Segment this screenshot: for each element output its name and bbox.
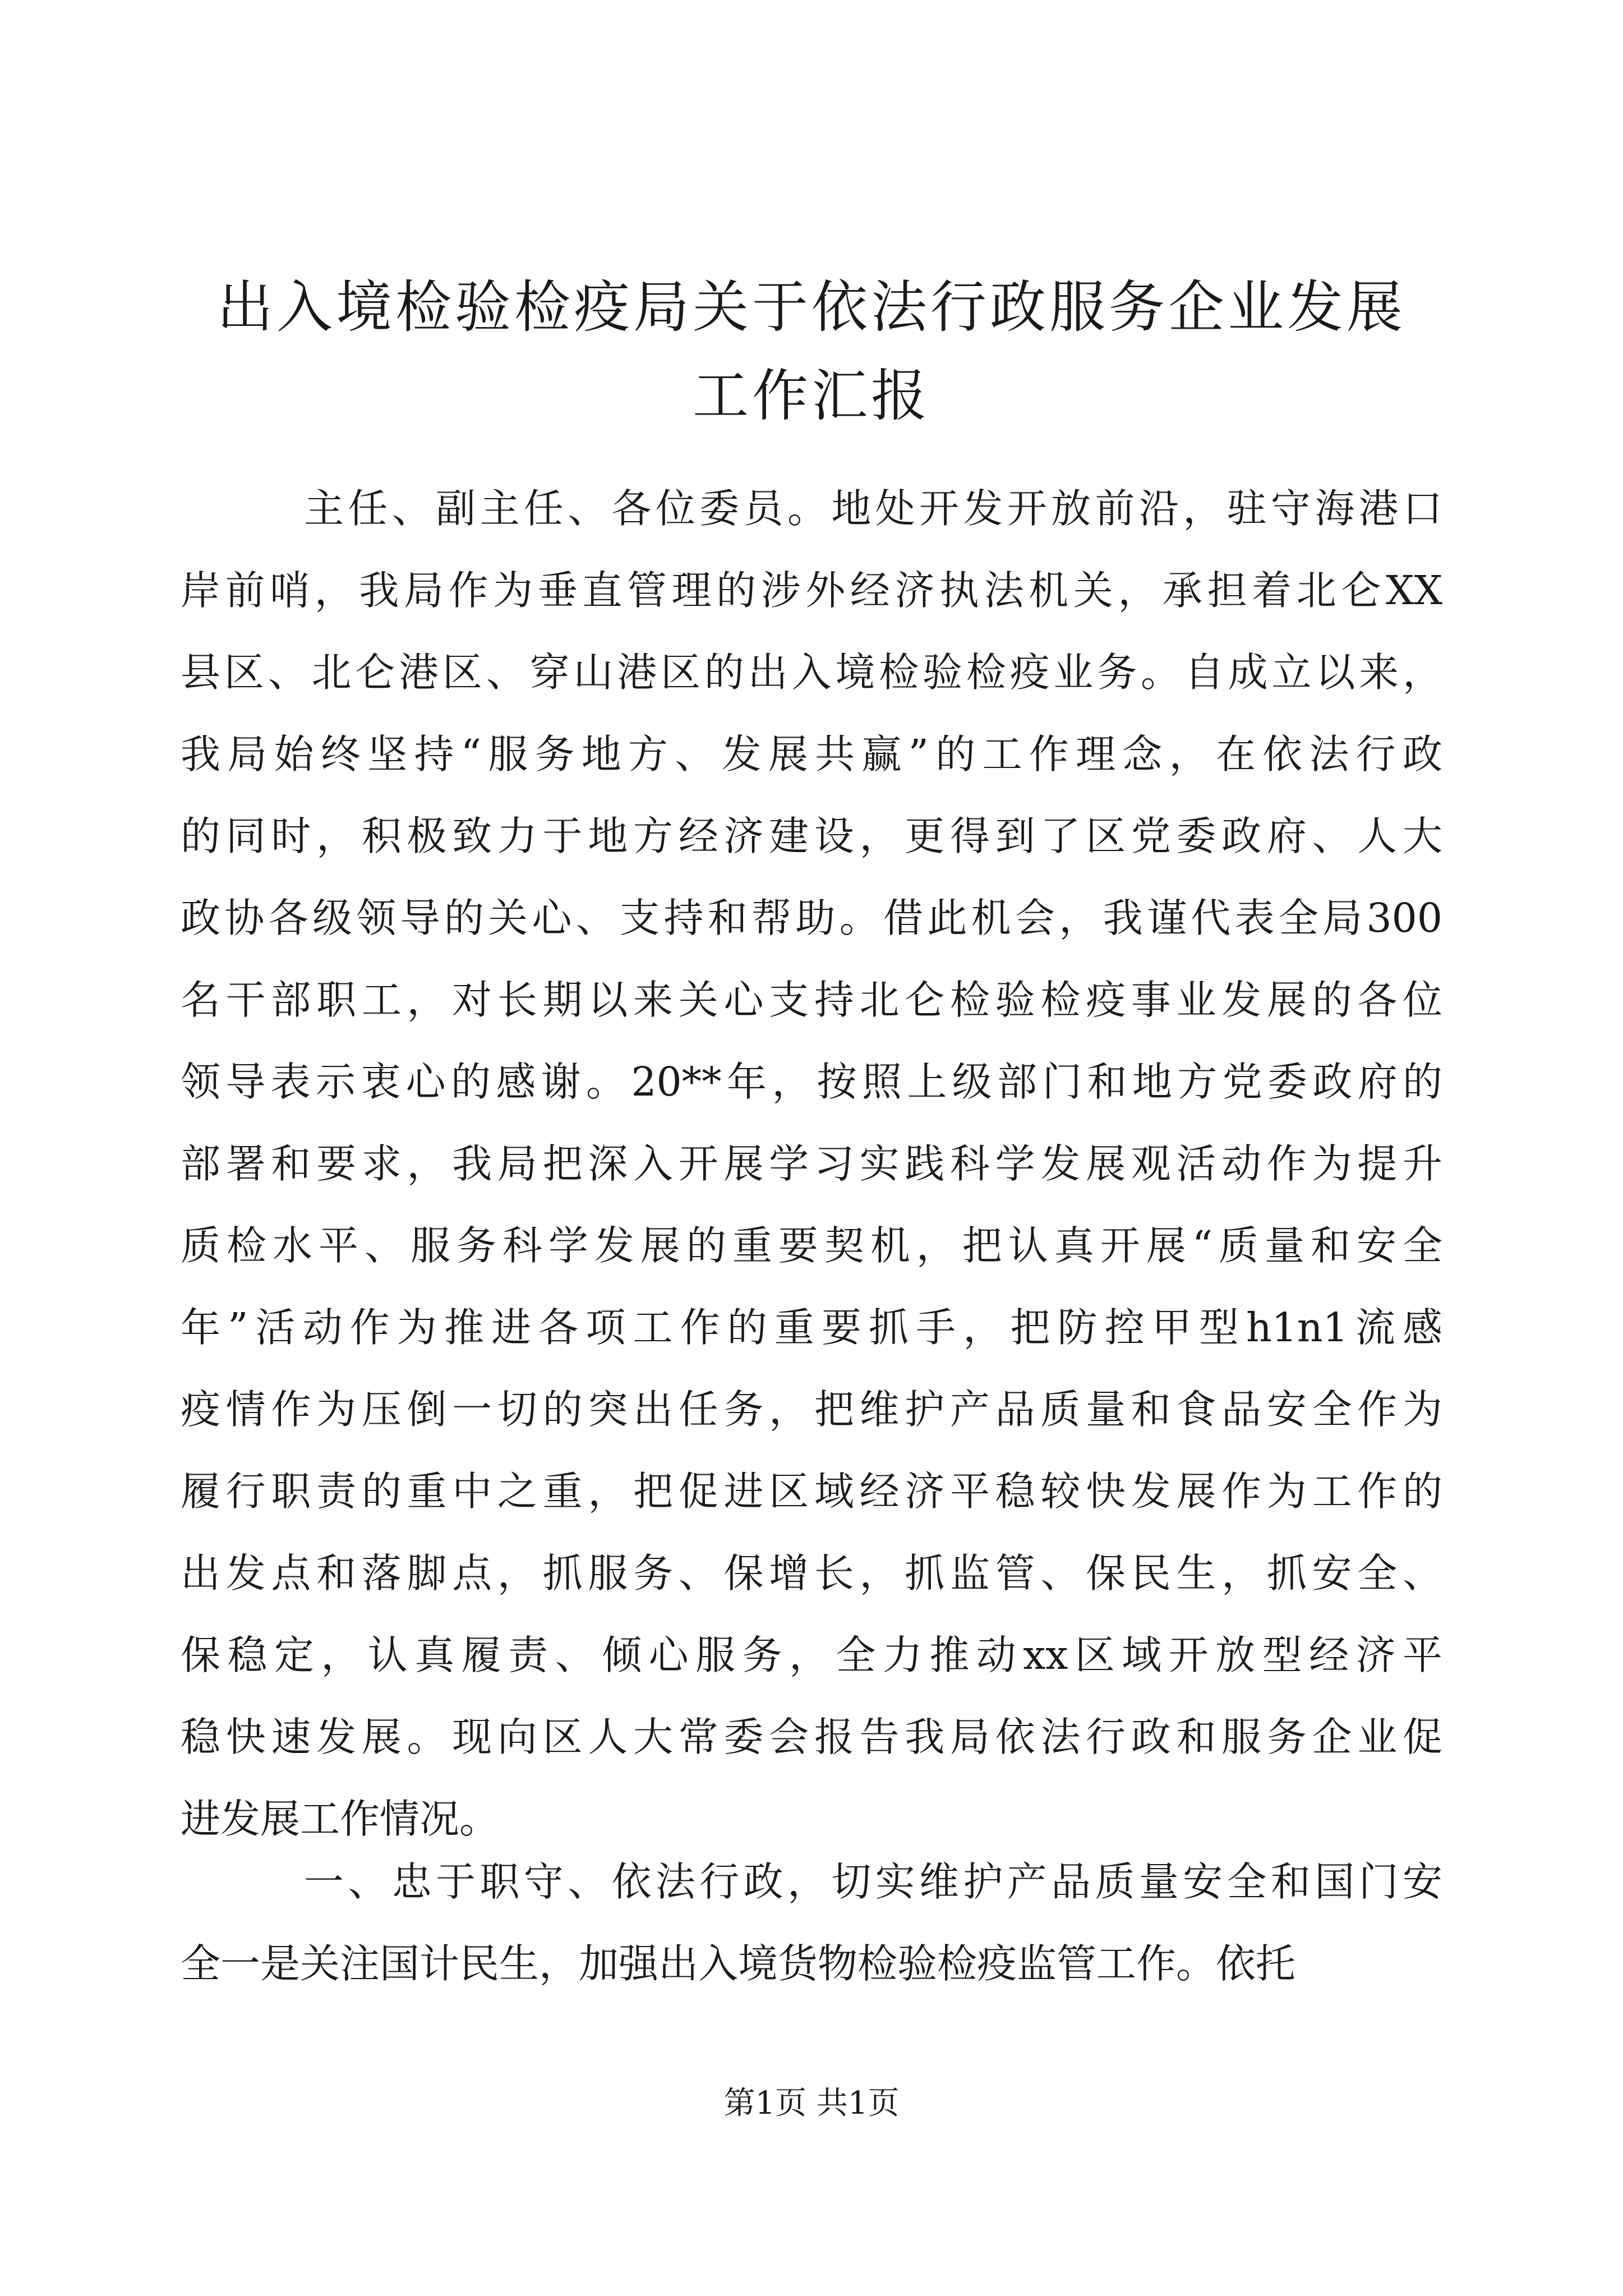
body-text-line: 的同时，积极致力于地方经济建设，更得到了区党委政府、人大 bbox=[181, 813, 1442, 859]
body-text-line: 进发展工作情况。 bbox=[181, 1796, 500, 1842]
body-text-line: 名干部职工，对长期以来关心支持北仑检验检疫事业发展的各位 bbox=[181, 977, 1442, 1023]
body-text-line: 年”活动作为推进各项工作的重要抓手，把防控甲型h1n1流感 bbox=[181, 1304, 1442, 1351]
body-text-line: 保稳定，认真履责、倾心服务，全力推动xx区域开放型经济平 bbox=[181, 1632, 1442, 1678]
body-text-line: 稳快速发展。现向区人大常委会报告我局依法行政和服务企业促 bbox=[181, 1714, 1442, 1760]
body-text-line: 一、忠于职守、依法行政，切实维护产品质量安全和国门安 bbox=[304, 1858, 1442, 1905]
body-text-line: 岸前哨，我局作为垂直管理的涉外经济执法机关，承担着北仑XX bbox=[181, 567, 1442, 614]
body-text-line: 县区、北仑港区、穿山港区的出入境检验检疫业务。自成立以来， bbox=[181, 649, 1442, 696]
body-text-line: 出发点和落脚点，抓服务、保增长，抓监管、保民生，抓安全、 bbox=[181, 1550, 1442, 1596]
page-footer: 第1页 共1页 bbox=[723, 2085, 900, 2122]
body-text-line: 政协各级领导的关心、支持和帮助。借此机会，我谨代表全局300 bbox=[181, 895, 1442, 941]
body-text-line: 履行职责的重中之重，把促进区域经济平稳较快发展作为工作的 bbox=[181, 1468, 1442, 1515]
body-text-line: 部署和要求，我局把深入开展学习实践科学发展观活动作为提升 bbox=[181, 1140, 1442, 1187]
body-text-line: 全一是关注国计民生，加强出入境货物检验检疫监管工作。依托 bbox=[181, 1940, 1296, 1987]
body-text-line: 我局始终坚持“服务地方、发展共赢”的工作理念，在依法行政 bbox=[181, 731, 1442, 777]
body-text-line: 疫情作为压倒一切的突出任务，把维护产品质量和食品安全作为 bbox=[181, 1386, 1442, 1433]
document-title-line-1: 出入境检验检疫局关于依法行政服务企业发展 bbox=[217, 274, 1406, 340]
body-text-line: 质检水平、服务科学发展的重要契机，把认真开展“质量和安全 bbox=[181, 1222, 1442, 1269]
document-title-line-2: 工作汇报 bbox=[693, 363, 930, 429]
body-text-line: 主任、副主任、各位委员。地处开发开放前沿，驻守海港口 bbox=[304, 485, 1442, 532]
body-text-line: 领导表示衷心的感谢。20**年，按照上级部门和地方党委政府的 bbox=[181, 1059, 1442, 1105]
